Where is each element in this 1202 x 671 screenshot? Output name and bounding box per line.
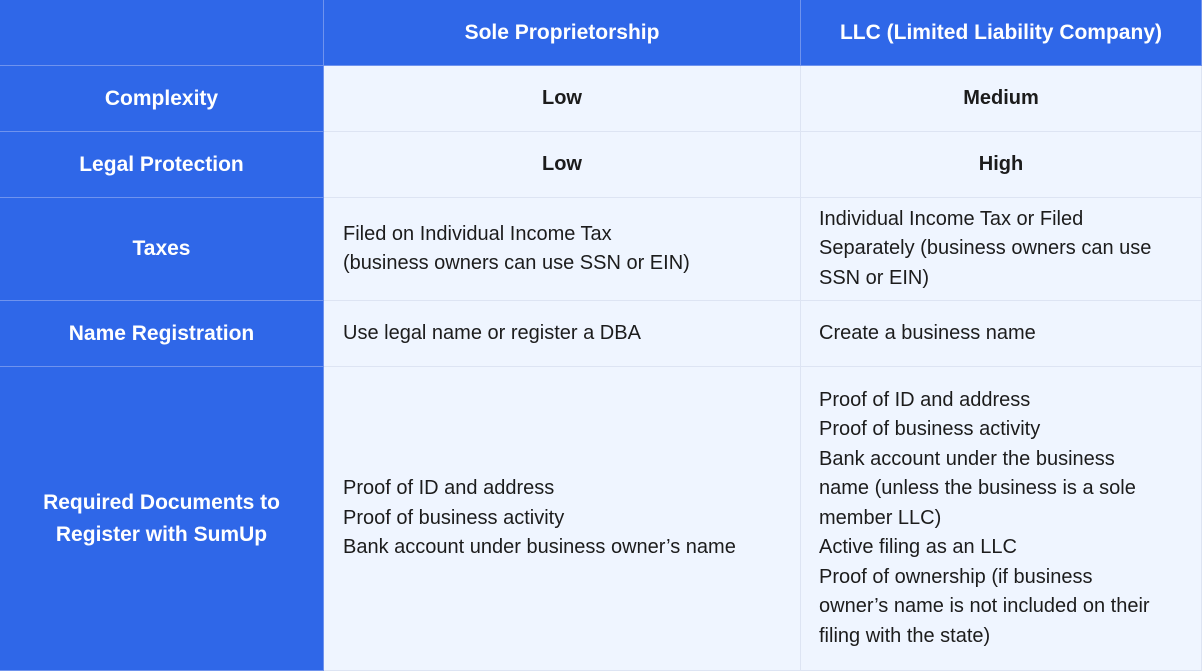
required-documents-llc-line: Proof of ID and address	[819, 388, 1031, 411]
complexity-llc-value: Medium	[801, 66, 1202, 132]
row-header-required-documents	[0, 367, 324, 671]
name-registration-sole-text: Use legal name or register a DBA	[343, 321, 641, 344]
required-documents-llc-line: Bank account under the business	[819, 447, 1115, 470]
column-header-llc: LLC (Limited Liability Company)	[801, 0, 1202, 66]
row-header-required-documents-line: Required Documents to	[43, 490, 280, 514]
row-header-taxes: Taxes	[0, 198, 324, 301]
name-registration-llc-cell	[801, 301, 1202, 367]
taxes-sole-cell	[324, 198, 801, 301]
taxes-sole-line: Filed on Individual Income Tax	[343, 222, 612, 245]
name-registration-sole-cell	[324, 301, 801, 367]
taxes-llc-line: Individual Income Tax or Filed	[819, 207, 1084, 230]
required-documents-llc-line: Active filing as an LLC	[819, 536, 1017, 559]
required-documents-llc-line: filing with the state)	[819, 624, 991, 647]
required-documents-llc-line: owner’s name is not included on their	[819, 595, 1150, 618]
required-documents-llc-line: Proof of business activity	[819, 418, 1041, 441]
row-header-required-documents-line: Register with SumUp	[55, 522, 268, 546]
taxes-llc-cell	[801, 198, 1202, 301]
row-header-name-registration: Name Registration	[0, 301, 324, 367]
required-documents-sole-line: Proof of business activity	[343, 506, 565, 529]
required-documents-sole-cell	[324, 367, 801, 671]
header-corner-cell	[0, 0, 324, 66]
required-documents-llc-cell	[801, 367, 1202, 671]
legal-protection-llc-value: High	[801, 132, 1202, 198]
required-documents-llc-line: name (unless the business is a sole	[819, 477, 1136, 500]
required-documents-sole-line: Proof of ID and address	[343, 477, 555, 500]
taxes-llc-line: SSN or EIN)	[819, 266, 930, 289]
legal-protection-sole-value: Low	[324, 132, 801, 198]
required-documents-sole-line: Bank account under business owner’s name	[343, 536, 736, 559]
row-header-complexity: Complexity	[0, 66, 324, 132]
complexity-sole-value: Low	[324, 66, 801, 132]
name-registration-llc-text: Create a business name	[819, 321, 1036, 344]
required-documents-llc-line: Proof of ownership (if business	[819, 565, 1093, 588]
required-documents-llc-line: member LLC)	[819, 506, 942, 529]
row-header-legal-protection: Legal Protection	[0, 132, 324, 198]
taxes-llc-line: Separately (business owners can use	[819, 237, 1152, 260]
column-header-sole-proprietorship: Sole Proprietorship	[324, 0, 801, 66]
taxes-sole-line: (business owners can use SSN or EIN)	[343, 252, 690, 274]
